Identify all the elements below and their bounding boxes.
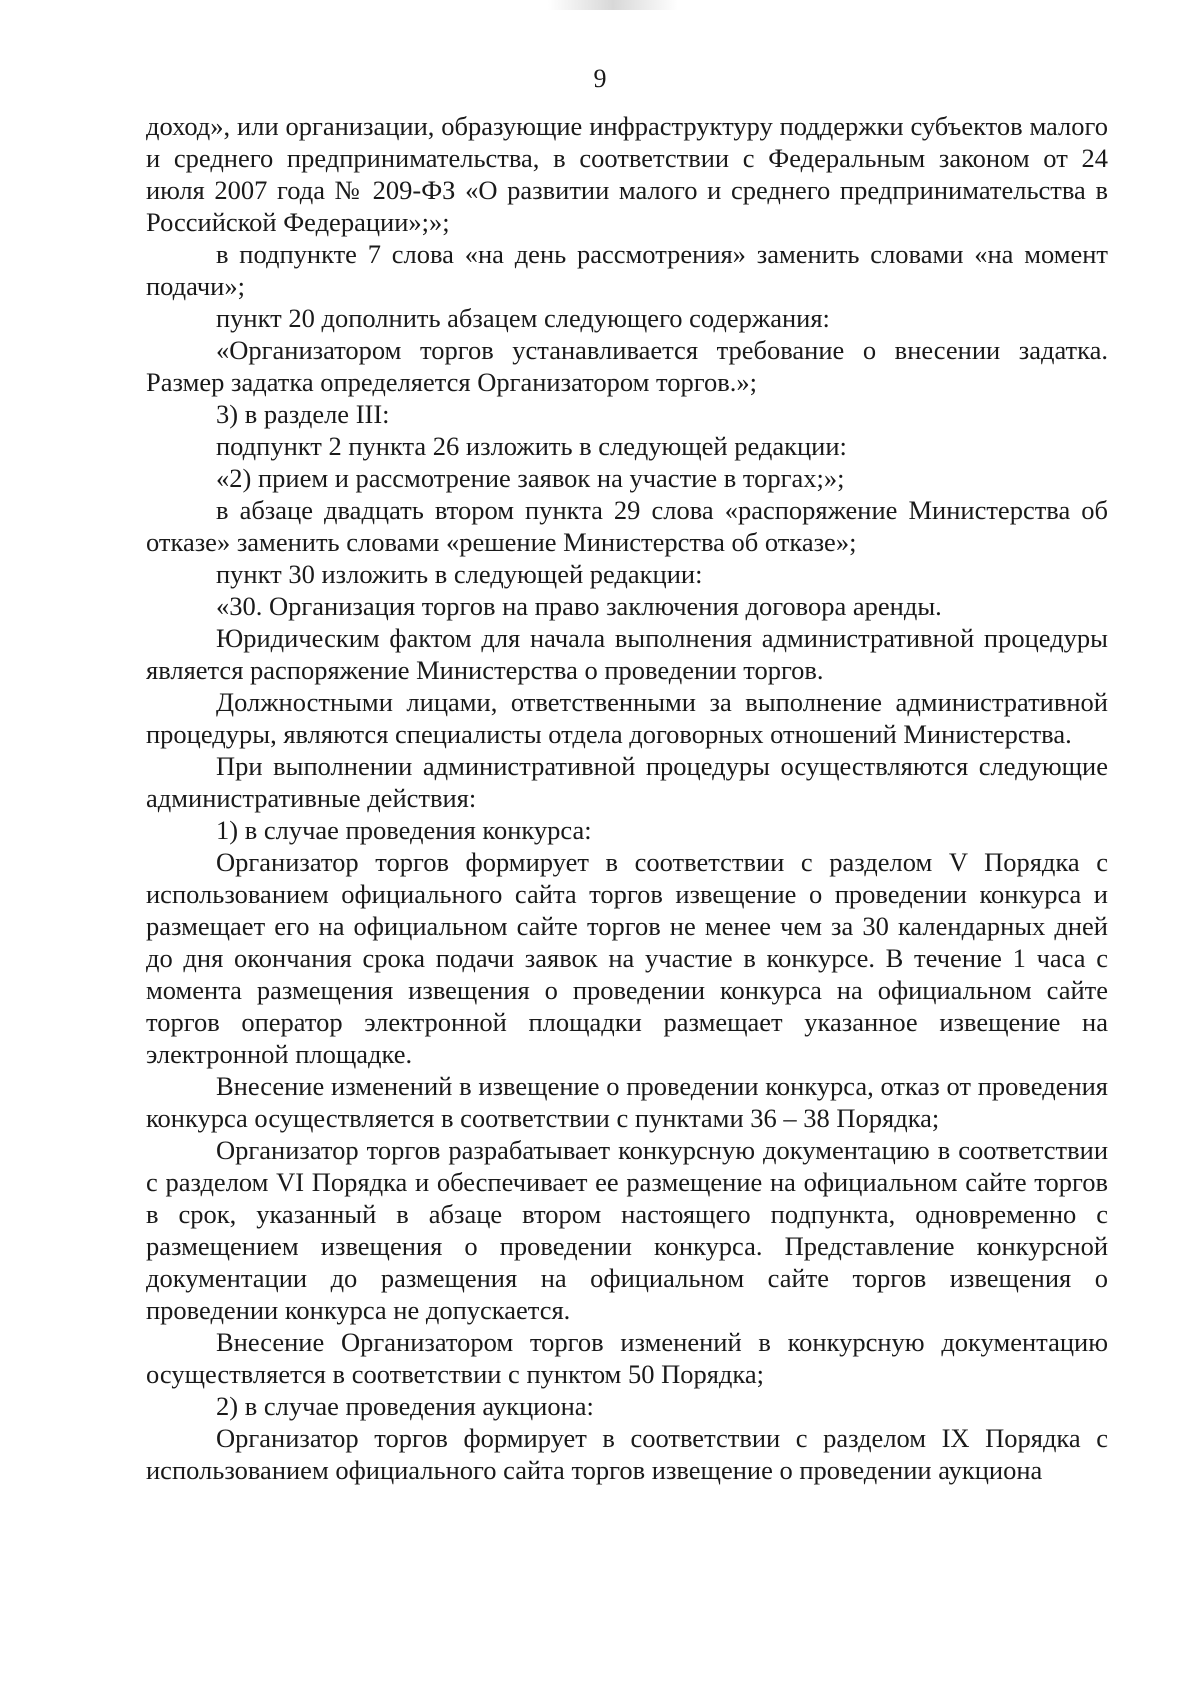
paragraph: Юридическим фактом для начала выполнения административной процедуры является распоряжение Министерства о проведении торгов. [146,623,1108,685]
page-number: 9 [593,64,607,93]
paragraph: Должностными лицами, ответственными за выполнение административной процедуры, являются специалисты отдела договорных отношений Министерства. [146,687,1108,749]
paragraph: подпункт 2 пункта 26 изложить в следующей редакции: [216,431,847,461]
paragraph: Организатор торгов формирует в соответствии с разделом V Порядка с использованием официального сайта торгов извещение о проведении конкурса и размещает его на официальном сайте торгов не менее чем за 30 календарных дней до дня окончания срока подачи заявок на участие в конкурсе. В течение 1 часа с момента размещения извещения о проведении конкурса на официальном сайте торгов оператор электронной площадки размещает указанное извещение на электронной площадке. [146,847,1108,1069]
paragraph: Организатор торгов формирует в соответствии с разделом IX Порядка с использованием официального сайта торгов извещение о проведении аукциона [146,1423,1108,1485]
paragraph: пункт 30 изложить в следующей редакции: [216,559,703,589]
paragraph: доход», или организации, образующие инфраструктуру поддержки субъектов малого и среднего предпринимательства, в соответствии с Федеральным законом от 24 июля 2007 года № 209-ФЗ «О развитии малого и среднего предпринимательства в Российской Федерации»;»; [146,111,1108,237]
paragraph: «2) прием и рассмотрение заявок на участие в торгах;»; [216,463,845,493]
paragraph: 3) в разделе III: [216,399,390,429]
paragraph: в подпункте 7 слова «на день рассмотрения» заменить словами «на момент подачи»; [146,239,1108,301]
paragraph: Внесение Организатором торгов изменений в конкурсную документацию осуществляется в соответствии с пунктом 50 Порядка; [146,1327,1108,1389]
scan-artifact [548,0,678,10]
paragraph: Организатор торгов разрабатывает конкурсную документацию в соответствии с разделом VI Порядка и обеспечивает ее размещение на официальном сайте торгов в срок, указанный в абзаце втором настоящего подпункта, одновременно с размещением извещения о проведении конкурса. Представление конкурсной документации до размещения на официальном сайте торгов извещения о проведении конкурса не допускается. [146,1135,1108,1325]
paragraph: Внесение изменений в извещение о проведении конкурса, отказ от проведения конкурса осуществляется в соответствии с пунктами 36 – 38 Порядка; [146,1071,1108,1133]
paragraph: в абзаце двадцать втором пункта 29 слова «распоряжение Министерства об отказе» заменить словами «решение Министерства об отказе»; [146,495,1108,557]
paragraph: пункт 20 дополнить абзацем следующего содержания: [216,303,830,333]
paragraph: При выполнении административной процедуры осуществляются следующие административные действия: [146,751,1108,813]
paragraph: «30. Организация торгов на право заключения договора аренды. [216,591,942,621]
paragraph: «Организатором торгов устанавливается требование о внесении задатка. Размер задатка определяется Организатором торгов.»; [146,335,1108,397]
paragraph: 1) в случае проведения конкурса: [216,815,592,845]
document-body [146,110,1108,1486]
paragraph: 2) в случае проведения аукциона: [216,1391,594,1421]
